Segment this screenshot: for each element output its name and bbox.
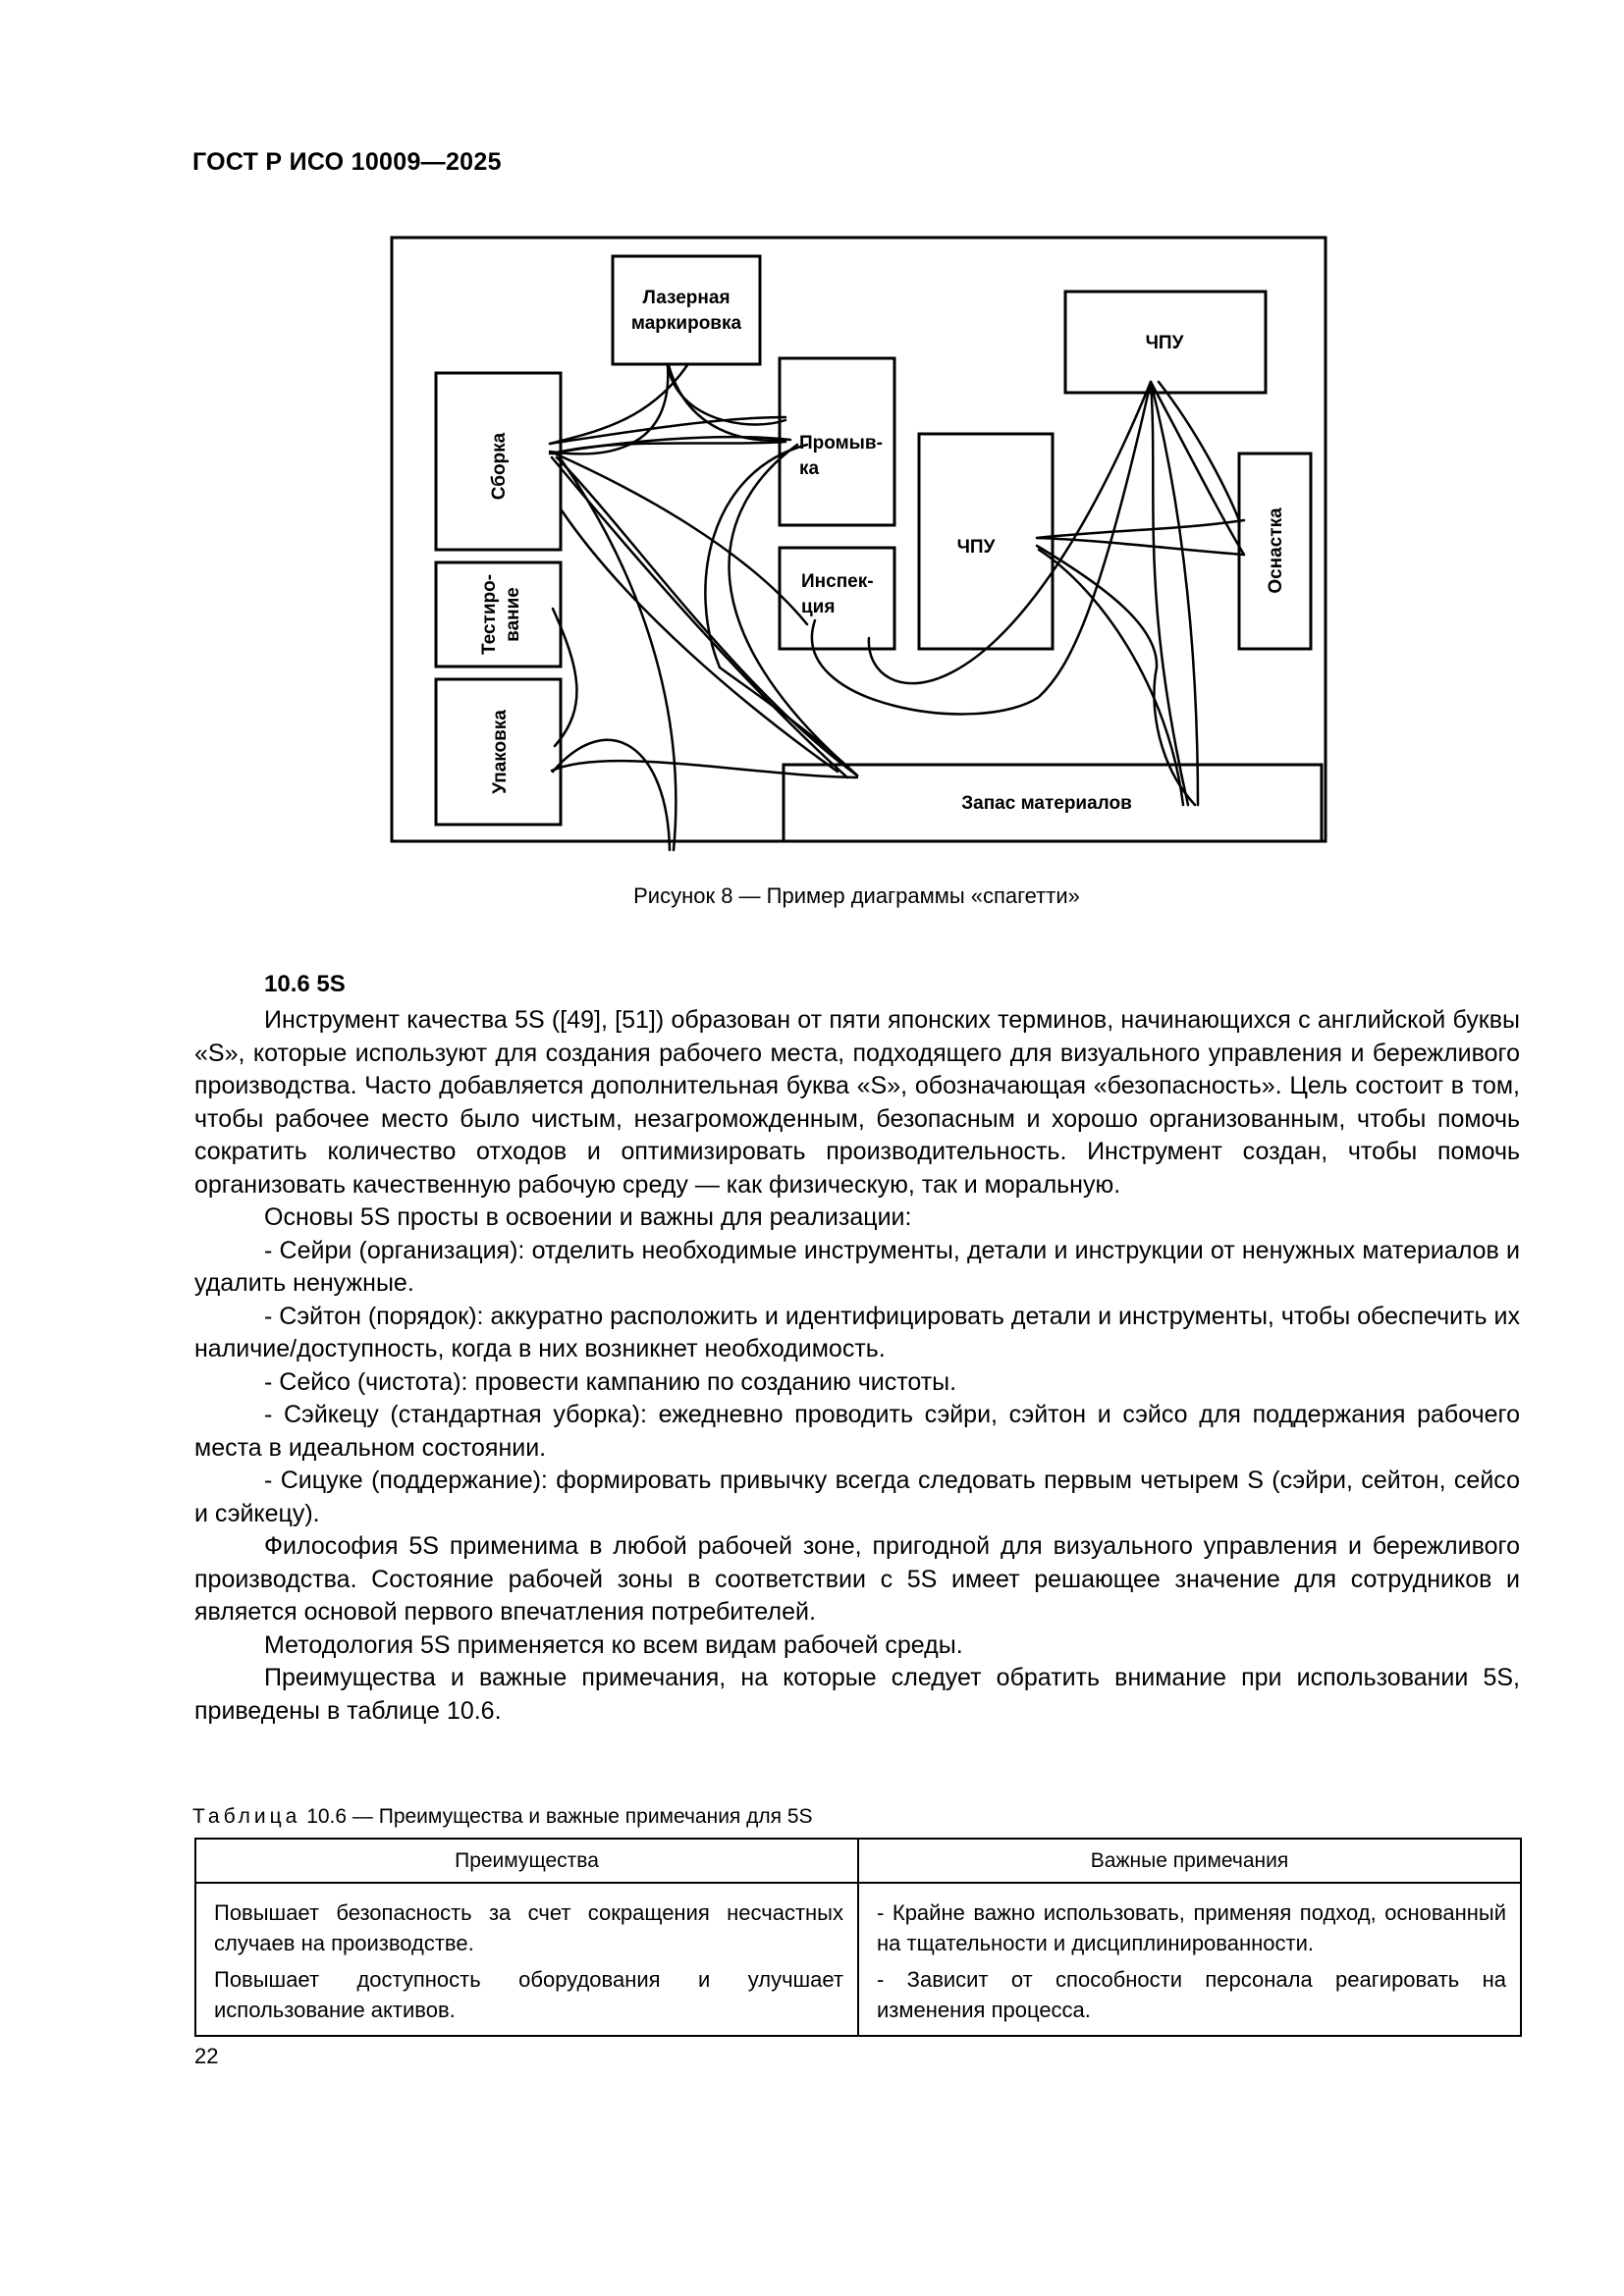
diagram-frame: [392, 238, 1326, 841]
table-title: [192, 1805, 813, 1829]
label-inspection-1: Инспек-: [801, 571, 874, 592]
label-cnc-center: ЧПУ: [956, 537, 996, 558]
list-item: - Сэйтон (порядок): аккуратно расположить и идентифицировать детали и инструменты, чтобы обеспечить их наличие/доступность, когда в них возникнет необходимость.: [194, 1302, 1520, 1362]
table-title-text: 10.6 — Преимущества и важные примечания для 5S: [306, 1805, 813, 1828]
table-row: [195, 1883, 1521, 1962]
label-laser-marking-2: маркировка: [630, 313, 742, 334]
table-cell: - Зависит от способности персонала реагировать на изменения процесса.: [858, 1962, 1521, 2036]
label-washing-2: ка: [799, 458, 820, 479]
label-washing-1: Промыв-: [799, 433, 883, 454]
spaghetti-diagram: [373, 216, 1335, 883]
label-tooling: Оснастка: [1266, 507, 1286, 594]
table-cell: Повышает безопасность за счет сокращения несчастных случаев на производстве.: [195, 1883, 858, 1962]
paragraph: Основы 5S просты в освоении и важны для реализации:: [264, 1203, 912, 1231]
list-item: - Сэйкецу (стандартная уборка): ежедневно проводить сэйри, сэйтон и сэйсо для поддержания рабочего места в идеальном состоянии.: [194, 1401, 1520, 1462]
label-materials: Запас материалов: [961, 793, 1132, 814]
label-packing: Упаковка: [490, 710, 511, 794]
section-heading: 10.6 5S: [264, 971, 346, 997]
movement-paths: [550, 365, 1244, 850]
box-inspection: [780, 548, 894, 649]
paragraph: Философия 5S применима в любой рабочей зоне, пригодной для визуального управления и бережливого производства. Состояние рабочей зоны в соответствии с 5S имеет решающее значение для сотрудников и является основой первого впечатления потребителей.: [194, 1532, 1520, 1626]
paragraph: Преимущества и важные примечания, на которые следует обратить внимание при использовании 5S, приведены в таблице 10.6.: [194, 1664, 1520, 1725]
label-testing-2: вание: [503, 587, 523, 642]
list-item: - Сицуке (поддержание): формировать привычку всегда следовать первым четырем S (сэйри, сейтон, сейсо и сэйкецу).: [194, 1467, 1520, 1527]
label-cnc-top: ЧПУ: [1145, 333, 1184, 353]
paragraph: Инструмент качества 5S ([49], [51]) образован от пяти японских терминов, начинающихся с английской буквы «S», которые используют для создания рабочего места, подходящего для визуального управления и бережливого производства. Часто добавляется дополнительная буква «S», обозначающая «безопасность». Цель состоит в том, чтобы рабочее место было чистым, незагроможденным, безопасным и хорошо организованным, чтобы помочь сократить количество отходов и оптимизировать производительность. Инструмент создан, чтобы помочь организовать качественную рабочую среду — как физическую, так и моральную.: [194, 1006, 1520, 1199]
figure-caption: Рисунок 8 — Пример диаграммы «спагетти»: [633, 883, 1080, 908]
table-cell: Повышает доступность оборудования и улучшает использование активов.: [195, 1962, 858, 2036]
paragraph: Методология 5S применяется ко всем видам рабочей среды.: [264, 1630, 963, 1659]
table-header-row: [195, 1839, 1521, 1883]
label-laser-marking-1: Лазерная: [642, 288, 731, 308]
list-item: - Сейсо (чистота): провести кампанию по созданию чистоты.: [264, 1367, 957, 1396]
header-notes: Важные примечания: [858, 1839, 1521, 1883]
list-item: - Сейри (организация): отделить необходимые инструменты, детали и инструкции от ненужных материалов и удалить ненужные.: [194, 1236, 1520, 1297]
table-row: [195, 1962, 1521, 2036]
box-laser-marking: [613, 256, 760, 364]
label-inspection-2: ция: [801, 597, 836, 617]
label-testing-1: Тестиро-: [479, 573, 500, 656]
page-number: 22: [194, 2044, 219, 2068]
document-code-header: ГОСТ Р ИСО 10009—2025: [192, 148, 502, 176]
header-benefits: Преимущества: [195, 1839, 858, 1883]
table-title-prefix: Таблица: [192, 1805, 301, 1828]
body-text: [194, 1004, 1520, 1728]
benefits-notes-table: [194, 1838, 1522, 2037]
label-assembly: Сборка: [489, 432, 510, 501]
table-cell: - Крайне важно использовать, применяя подход, основанный на тщательности и дисциплинированности.: [858, 1883, 1521, 1962]
